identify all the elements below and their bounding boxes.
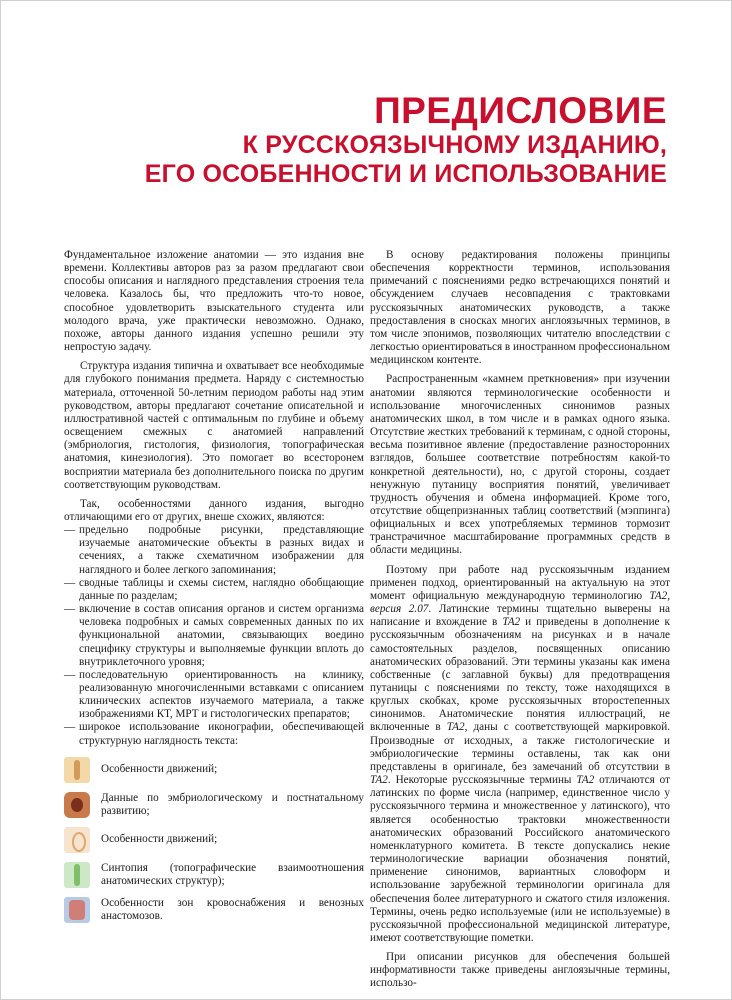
text-run: Поэтому при работе над русскоязычным изданием применен подход, ориентированный на актуальную на этот момент официальную международную терминологию [370,563,670,602]
text-run: , даны с соответствующей маркировкой. Производные от исходных, а также гистологические и эмбриологические термины оставлены, так как они представлены в оригинале, без замечаний об отсутствии в [370,721,670,773]
preface-title [145,91,667,189]
icon-legend-text: Синтопия (топографические взаимоотношения анатомических структур); [101,861,364,887]
text-run: отличаются от латинских по форме числа (например, единственное число у русскоязычного термина и множественное у латинского), что является особенностью трактовки множественности анатомических образований Российского анатомического номенклатурного комитета. В тексте допускались некие терминологические вариации обозначения понятий, применение синонимов, вариантных словоформ и использование зарубежной терминологии оригинала для обеспечения более литературного и сжатого стиля изложения. Термины, очень редко используемые (или не используемые) в русскоязычной профессиональной медицинской литературе, имеют соответствующие пометки. [370,774,670,944]
movement-icon [64,757,90,783]
icon-legend-item [64,826,364,854]
paragraph: Фундаментальное изложение анатомии — это издания вне времени. Коллективы авторов раз за разом предлагают свои способы описания и наглядного представления строения тела человека. Казалось бы, что предложить что-то новое, способное удовлетворить взыскательного студента или молодого врача, уже практически невозможно. Однако, похоже, авторы данного издания успешно решили эту непростую задачу. [64,249,364,354]
list-item: — включение в состав описания органов и систем организма человека подробных и самых современных данных по их функциональной анатомии, связывающих воедино специфику структуры и выполняемые функции вплоть до внутриклеточного уровня; [64,603,364,669]
icon-legend-text: Особенности зон кровоснабжения и венозных анастомозов. [101,896,364,922]
icon-legend [64,756,364,924]
paragraph: В основу редактирования положены принципы обеспечения корректности терминов, использования примечаний с пояснениями редко встречающихся понятий и обсуждением случаев несовпадения с трактовками русскоязычных анатомических руководств, а также предоставления в сносках многих англоязычных терминов, в том числе эпонимов, позволяющих читателю впоследствии с легкостью ориентироваться в иностранном профессиональном медицинском контенте. [370,249,670,367]
right-column [370,249,670,991]
joint-icon [64,827,90,853]
terminology-ref: TA2, версия 2.07 [370,589,670,616]
icon-legend-item [64,861,364,889]
icon-legend-item [64,896,364,924]
embryo-icon [64,792,90,818]
icon-legend-item [64,756,364,784]
paragraph: При описании рисунков для обеспечения большей информативности также приведены англоязычные термины, использо- [370,951,670,990]
syntopy-icon [64,862,90,888]
list-item: — предельно подробные рисунки, представляющие изучаемые анатомические объекты в разных видах и сечениях, а также схематичном изображении для наглядного и более легкого запоминания; [64,524,364,577]
paragraph: Так, особенностями данного издания, выгодно отличающими его от других, внеше схожих, являются: [64,497,364,523]
terminology-ref: TA2 [576,774,595,787]
title-line-2: К РУССКОЯЗЫЧНОМУ ИЗДАНИЮ, [242,131,667,159]
title-line-3: ЕГО ОСОБЕННОСТИ И ИСПОЛЬЗОВАНИЕ [144,160,667,188]
icon-legend-text: Данные по эмбриологическому и постнатальному развитию; [101,791,364,817]
list-item: — последовательную ориентированность на клинику, реализованную многочисленными вставками с описанием клинических аспектов изучаемого материала, а также изображениями КТ, МРТ и гистологических препаратов; [64,669,364,722]
text-run: . Латинские термины тщательно выверены на написание и вхождение в [370,603,670,629]
terminology-ref: TA2 [370,774,388,787]
text-run: . Некоторые русскоязычные термины [387,774,577,787]
features-list [64,524,364,748]
list-item: — широкое использование иконографии, обеспечивающей структурную наглядность текста: [64,721,364,747]
title-line-1: ПРЕДИСЛОВИЕ [374,90,667,131]
icon-legend-text: Особенности движений; [101,833,218,846]
paragraph: Структура издания типична и охватывает все необходимые для глубокого понимания предмета. Наряду с системностью материала, отточенной 50-летним периодом работы над этим руководством, авторы предлагают сочетание описательной и иллюстративной частей с оптимальным по глубине и объему освещением смежных с анатомией направлений (эмбриология, гистология, физиология, топографическая анатомия, кинезиология). Это помогает во всесторонем восприятии материала без дополнительного поиска по другим соответствующим руководствам. [64,360,364,491]
terminology-ref: TA2 [446,721,465,734]
paragraph [370,564,670,946]
icon-legend-text: Особенности движений; [101,763,218,776]
text-run: и приведены в дополнение к русскоязычным обозначениям на рисунках и в начале самостоятельных разделов, посвященных описанию анатомических образований. Эти термины указаны как имена собственные (с заглавной буквы) для предотвращения путаницы с пояснениями по тексту, тоже находящихся в круглых скобках, кроме русскоязычных второстепенных синонимов. Анатомические понятия иллюстраций, не включенные в [370,616,670,734]
blood-supply-icon [64,897,90,923]
terminology-ref: TA2 [502,616,521,629]
list-item: — сводные таблицы и схемы систем, наглядно обобщающие данные по разделам; [64,577,364,603]
paragraph: Распространенным «камнем преткновения» при изучении анатомии являются терминологические особенности и использование многочисленных синонимов разных анатомических школ, в том числе и в рамках одного языка. Отсутствие жестких требований к терминам, с одной стороны, весьма позитивное явление (предоставление разносторонних взглядов, большее соответствие потребностям какой-то конкретной деятельности), но, с другой стороны, создает ненужную путаницу восприятия понятий, увеличивает трудность обучения и обмена информацией. Кроме того, отсутствие общепризнанных таблиц соответствий (мэппинга) официальных и всех употребляемых терминов тормозит транстрачичное масштабирование программных средств в области медицины. [370,373,670,557]
left-column [64,249,364,931]
icon-legend-item [64,791,364,819]
